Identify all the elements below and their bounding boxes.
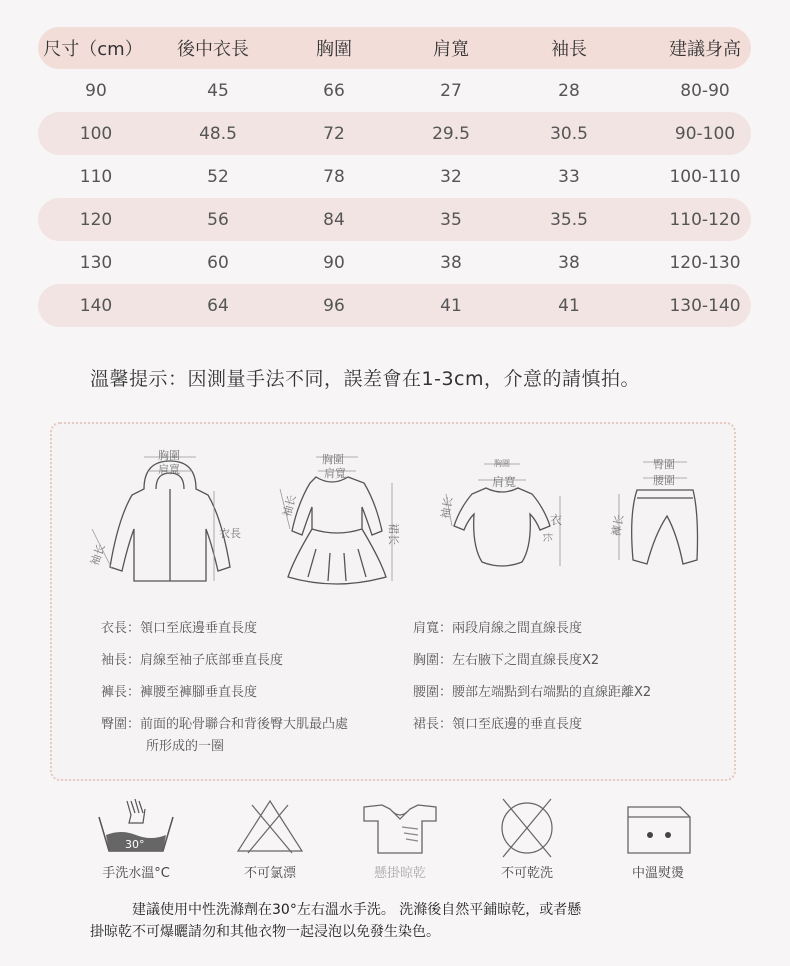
- hand-wash-icon: [91, 795, 181, 857]
- table-cell: 64: [207, 295, 229, 316]
- table-cell: 90: [323, 252, 345, 273]
- table-cell: 28: [558, 80, 580, 101]
- table-cell: 27: [440, 80, 462, 101]
- table-cell: 38: [558, 252, 580, 273]
- romper-length-label-a: 衣: [550, 513, 563, 527]
- table-header-row: [38, 27, 751, 69]
- dress-chest-label: 胸圍: [322, 453, 344, 466]
- romper-chest-label: 胸圍: [494, 459, 510, 468]
- table-cell: 100: [79, 123, 113, 144]
- table-cell: 35.5: [550, 209, 588, 230]
- jacket-chest-label: 胸圍: [158, 449, 180, 462]
- care-label: 不可乾洗: [500, 866, 553, 881]
- care-item-no-dry-clean: [467, 795, 587, 885]
- definition-skirt-length: 裙長：領口至底邊的垂直長度: [413, 717, 583, 732]
- dress-skirt-label: 裙长: [387, 523, 400, 545]
- dress-sleeve-label: 袖长: [280, 493, 299, 519]
- hang-dry-icon: [360, 795, 440, 857]
- pants-waist-label: 腰圍: [653, 474, 675, 487]
- table-cell: 100-110: [669, 166, 741, 187]
- table-cell: 120: [79, 209, 113, 230]
- care-item-hang-dry: [340, 795, 460, 885]
- washing-advice: [90, 899, 730, 943]
- table-cell: 78: [323, 166, 345, 187]
- table-cell: 84: [323, 209, 345, 230]
- care-label: 懸掛晾乾: [373, 866, 426, 881]
- definition-sleeve-length: 袖長：肩線至袖子底部垂直長度: [101, 653, 284, 668]
- washing-advice-line2: 掛晾乾不可爆曬請勿和其他衣物一起浸泡以免發生染色。: [90, 924, 440, 940]
- pants-length-label: 褲长: [609, 513, 627, 538]
- care-item-no-bleach: [210, 795, 330, 885]
- no-bleach-icon: [230, 795, 310, 857]
- table-cell: 80-90: [680, 80, 730, 101]
- table-cell: 90-100: [674, 123, 736, 144]
- table-cell: 130: [79, 252, 113, 273]
- medium-iron-icon: [618, 795, 698, 857]
- table-cell: 110-120: [669, 209, 741, 230]
- definition-pants-length: 褲長：褲腰至褲腳垂直長度: [101, 685, 258, 700]
- care-instructions: [0, 795, 790, 885]
- care-label: 中溫熨燙: [631, 866, 684, 881]
- table-row: [38, 198, 751, 241]
- table-cell: 35: [440, 209, 462, 230]
- jacket-shoulder-label: 肩寬: [158, 463, 180, 476]
- jacket-length-label: 衣長: [219, 527, 241, 540]
- table-row: [38, 284, 751, 327]
- wash-temperature: 30°: [125, 838, 145, 851]
- table-cell: 48.5: [199, 123, 237, 144]
- table-cell: 45: [207, 80, 229, 101]
- table-cell: 41: [440, 295, 462, 316]
- table-header-cell: 胸圍: [316, 39, 352, 60]
- table-cell: 72: [323, 123, 345, 144]
- table-header-cell: 袖長: [551, 39, 587, 60]
- table-header-cell: 尺寸（cm）: [43, 39, 143, 60]
- care-label: 不可氯漂: [243, 866, 296, 881]
- table-cell: 110: [79, 166, 113, 187]
- table-cell: 32: [440, 166, 462, 187]
- definition-waist: 腰圍：腰部左端點到右端點的直線距離X2: [413, 685, 652, 700]
- table-cell: 60: [207, 252, 229, 273]
- table-header-cell: 建議身高: [669, 39, 741, 60]
- table-cell: 140: [79, 295, 113, 316]
- romper-shoulder-label: 肩寬: [492, 475, 517, 489]
- definition-hip-continued: 所形成的一圈: [146, 739, 225, 754]
- table-cell: 30.5: [550, 123, 588, 144]
- measurement-guide-box: [50, 422, 736, 781]
- care-label: 手洗水溫°C: [102, 866, 170, 881]
- dress-diagram: [272, 449, 402, 589]
- table-row: [38, 112, 751, 155]
- table-cell: 56: [207, 209, 229, 230]
- table-row: [38, 155, 751, 198]
- romper-sleeve-label: 袖长: [438, 495, 456, 520]
- pants-diagram: [607, 454, 717, 574]
- romper-diagram: [432, 454, 572, 574]
- table-cell: 41: [558, 295, 580, 316]
- table-cell: 120-130: [669, 252, 741, 273]
- pants-hip-label: 臀圍: [653, 458, 675, 471]
- dress-shoulder-label: 肩寬: [324, 467, 346, 480]
- jacket-diagram: [82, 449, 241, 589]
- table-row: [38, 69, 751, 112]
- table-header-cell: 肩寬: [433, 39, 469, 60]
- table-row: [38, 241, 751, 284]
- table-cell: 29.5: [432, 123, 470, 144]
- table-cell: 130-140: [669, 295, 741, 316]
- table-cell: 90: [85, 80, 107, 101]
- care-item-medium-iron: [598, 795, 718, 885]
- table-cell: 33: [558, 166, 580, 187]
- measurement-tip: 溫馨提示：因測量手法不同，誤差會在1-3cm，介意的請慎拍。: [90, 368, 640, 390]
- jacket-sleeve-label: 袖长: [88, 542, 108, 568]
- definition-shoulder: 肩寬：兩段肩線之間直線長度: [413, 621, 583, 636]
- size-table: [38, 27, 751, 327]
- definition-hip: 臀圍：前面的恥骨聯合和背後臀大肌最凸處: [101, 717, 349, 732]
- care-item-hand-wash: [76, 795, 196, 885]
- romper-length-label-b: 长: [541, 532, 552, 542]
- table-cell: 52: [207, 166, 229, 187]
- table-header-cell: 後中衣長: [177, 39, 249, 60]
- no-dry-clean-icon: [487, 795, 567, 857]
- table-cell: 66: [323, 80, 345, 101]
- table-cell: 96: [323, 295, 345, 316]
- definition-chest: 胸圍：左右腋下之間直線長度X2: [413, 653, 600, 668]
- washing-advice-line1: 建議使用中性洗滌劑在30°左右溫水手洗。 洗滌後自然平鋪晾乾，或者懸: [132, 902, 582, 918]
- table-cell: 38: [440, 252, 462, 273]
- definition-garment-length: 衣長：領口至底邊垂直長度: [101, 621, 258, 636]
